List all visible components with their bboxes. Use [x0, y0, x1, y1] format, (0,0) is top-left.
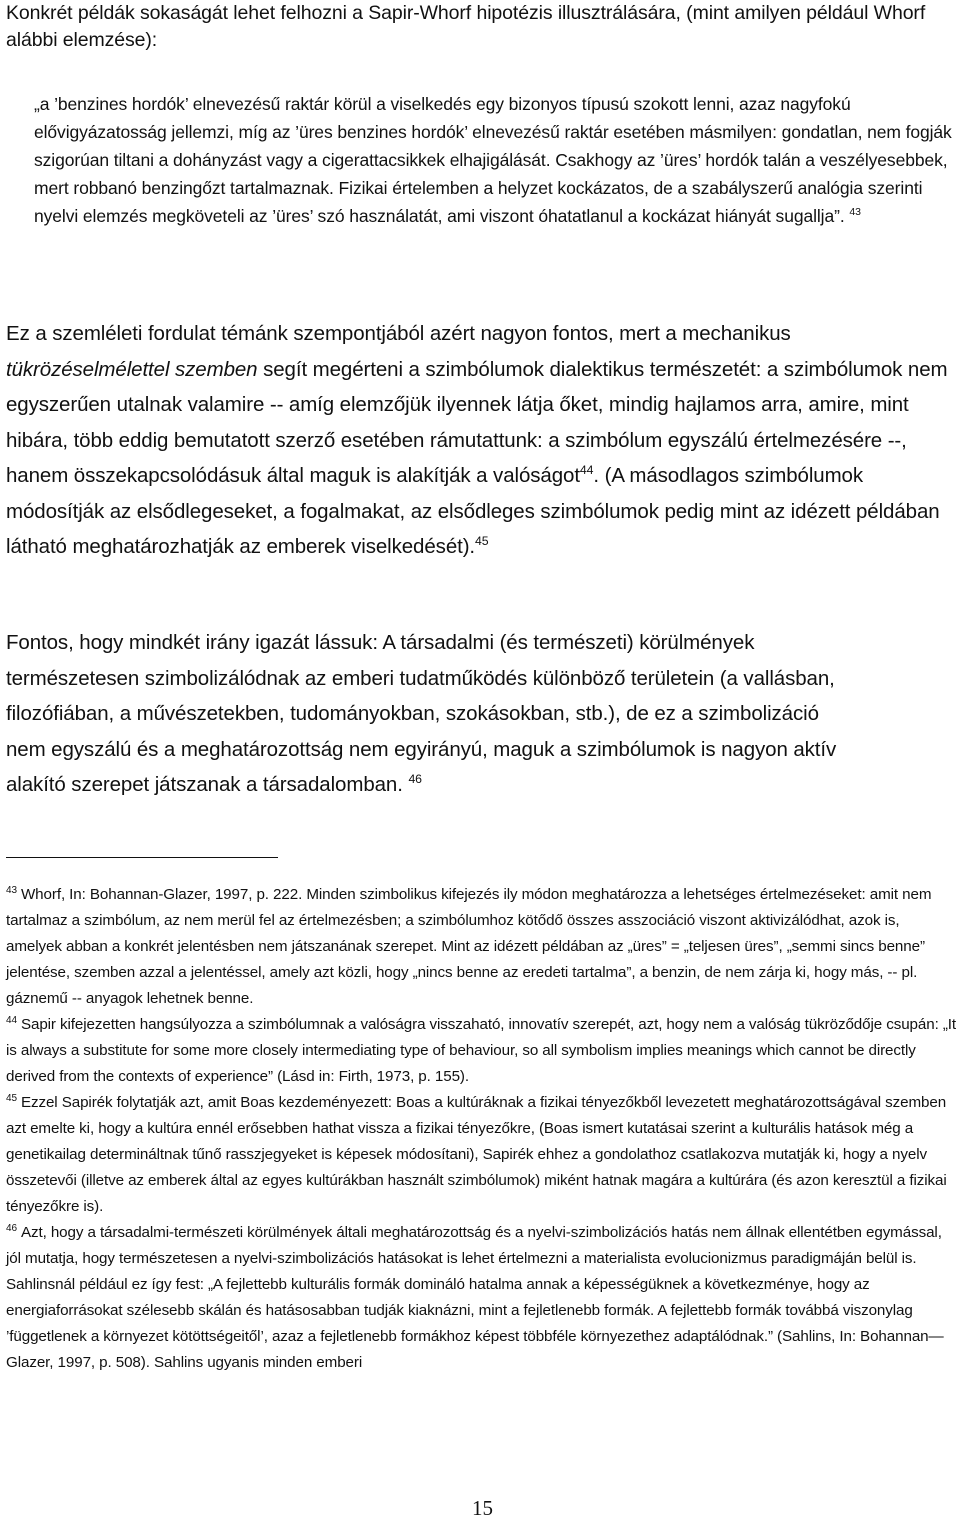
para2-line: természetesen szimbolizálódnak az emberi tudatműködés különböző területein (a vallásban,	[6, 666, 835, 690]
footnote-text: Ezzel Sapirék folytatják azt, amit Boas kezdeményezett: Boas a kultúráknak a fizikai tényezőkből levezetett meghatározottságával szemben azt emelte ki, hogy a kultúra ennél erősebben hathat vissza a fizikai tényezőkre, (Boas ismert kutatásai szerint a kulturális hatások még a genetikailag determináltnak tűnő rasszjegyeket is képesek módosítani), Sapirék ehhez a gondolathoz csatlakozva mutatják ki, hogy a nyelv összetevői (illetve az emberek által az egyes kultúrákban használt szimbólumok) miként hatnak magára a kultúrára (és azon keresztül a fizikai tényezőkre is).	[6, 1094, 947, 1215]
footnote-ref-46: 46	[408, 772, 422, 787]
quote-text: „a ’benzines hordók’ elnevezésű raktár körül a viselkedés egy bizonyos típusú szokott lenni, azaz nagyfokú elővigyázatosság jellemzi, míg az ’üres benzines hordók’ elnevezésű raktár esetében másmilyen: gondatlan, nem fogják szigorúan tiltani a dohányzást vagy a cigerattacsikkek elhajigálását. Csakhogy az ’üres’ hordók talán a veszélyesebbek, mert robbanó benzingőzt tartalmaznak. Fizikai értelemben a helyzet kockázatos, de a szabályszerű analógia szerinti nyelvi elemzés megköveteli az ’üres’ szó használatát, ami viszont óhatatlanul a kockázat hiányát sugallja”.	[34, 94, 952, 226]
footnote-ref-44: 44	[579, 463, 594, 478]
footnote-separator	[6, 857, 278, 858]
para1-text-a: Ez a szemléleti fordulat témánk szempontjából azért nagyon fontos, mert a mechanikus	[6, 322, 791, 345]
para2-line: nem egyszálú és a meghatározottság nem egyirányú, maguk a szimbólumok is nagyon aktív	[6, 737, 837, 761]
body-paragraph-1	[6, 316, 958, 565]
footnote-46	[6, 1220, 958, 1376]
footnote-number: 44	[6, 1014, 17, 1026]
page-number: 15	[472, 1496, 493, 1520]
para2-last-line: alakító szerepet játszanak a társadalomban.	[6, 773, 403, 796]
footnotes	[6, 882, 958, 1376]
footnote-text: Sapir kifejezetten hangsúlyozza a szimbólumnak a valóságra visszaható, innovatív szerepét, azt, hogy nem a valóság tükröződője csupán: „It is always a substitute for some more closely intermediating type of behaviour, so all symbolism implies meanings which cannot be directly derived from the contexts of experience” (Lásd in: Firth, 1973, p. 155).	[6, 1016, 957, 1085]
footnote-ref-43: 43	[849, 206, 861, 219]
para2-line	[6, 767, 958, 803]
footnote-number: 43	[6, 884, 17, 896]
para1-text-c: . (A másodlagos szimbólumok módosítják az elsődlegeseket, a fogalmakat, az elsődleges szimbólumok pedig mint az idézett példában látható meghatározhatják az emberek viselkedését).	[6, 464, 940, 558]
intro-paragraph: Konkrét példák sokaságát lehet felhozni a Sapir-Whorf hipotézis illusztrálására, (mint amilyen például Whorf alábbi elemzése):	[6, 2, 926, 51]
footnote-text: Whorf, In: Bohannan-Glazer, 1997, p. 222. Minden szimbolikus kifejezés ily módon meghatározza a lehetséges értelmezéseket: amit nem tartalmaz a szimbólum, az nem merül fel az értelmezésben; a szimbólumhoz kötődő összes asszociáció viszont aktivizálódhat, azok is, amelyek abban a konkrét jelentésben nem játszanának szerepet. Mint az idézett példában az „üres” = „teljesen üres”, „semmi sincs benne” jelentése, szemben azzal a jelentéssel, amely azt közli, hogy „nincs benne az eredeti tartalma”, a benzin, de nem zárja ki, hogy más, -- pl. gáznemű -- anyagok lehetnek benne.	[6, 886, 932, 1007]
footnote-43	[6, 882, 958, 1012]
footnote-number: 45	[6, 1092, 17, 1104]
para2-line: filozófiában, a művészetekben, tudományokban, szokásokban, stb.), de ez a szimbolizáció	[6, 702, 819, 725]
footnote-ref-45: 45	[475, 534, 489, 549]
footnote-text: Azt, hogy a társadalmi-természeti körülmények általi meghatározottság és a nyelvi-szimbolizációs hatás nem állnak ellentétben egymással, jól mutatja, hogy természetesen a nyelvi-szimbolizációs hatásokat is lehet értelmezni a materialista evolucionizmus paradigmáján belül is. Sahlinsnál például ez így fest: „A fejlettebb kulturális formák domináló hatalma annak a képességüknek a következménye, hogy az energiaforrásokat szélesebb skálán és hatásosabban tudják kiaknázni, mint a fejletlenebb formák. A fejlettebb formák továbbá viszonylag ’függetlenek a környezet kötöttségeitől’, azaz a fejletlenebb formákhoz képest többféle környezethez adaptálódnak.” (Sahlins, In: Bohannan—Glazer, 1997, p. 508). Sahlins ugyanis minden emberi	[6, 1224, 944, 1371]
footnote-number: 46	[6, 1222, 17, 1234]
footnote-45	[6, 1090, 958, 1220]
body-paragraph-2	[6, 625, 958, 803]
footnote-44	[6, 1012, 958, 1090]
para2-line: Fontos, hogy mindkét irány igazát lássuk: A társadalmi (és természeti) körülmények	[6, 631, 755, 654]
para1-italic: tükrözéselmélettel szemben	[6, 357, 258, 381]
whorf-quote	[34, 90, 958, 230]
para1-text-b: segít megérteni a szimbólumok dialektikus természetét: a szimbólumok nem egyszerűen utalnak valamire -- amíg elemzőjük ilyennek látja őket, mindig hajlamos arra, amire, mint hibára, több eddig bemutatott szerző esetében rámutattunk: a szimbólum egyszálú értelmezésére --, hanem összekapcsolódásuk által maguk is alakítják a valóságot	[6, 357, 948, 487]
